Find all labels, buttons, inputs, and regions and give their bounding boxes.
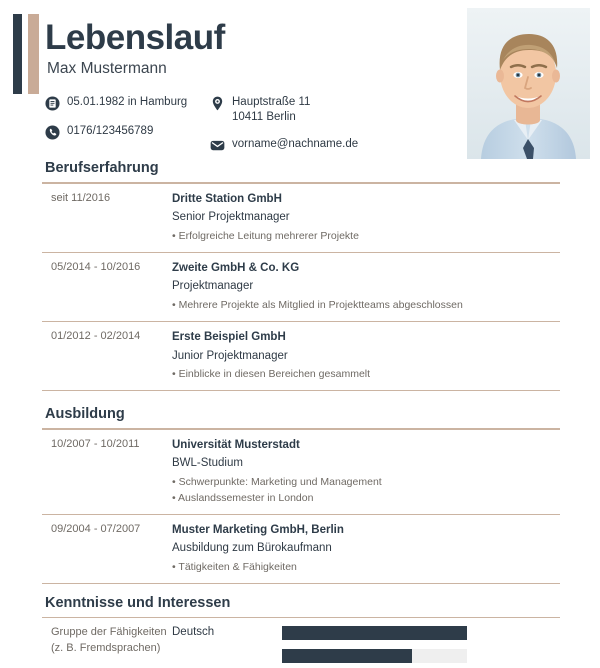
entry-organization: Universität Musterstadt [172,438,300,451]
section-title-education: Ausbildung [45,406,125,423]
entry-organization: Muster Marketing GmbH, Berlin [172,523,344,536]
entry-role: Junior Projektmanager [172,349,288,362]
entry-bullets [172,298,560,314]
entry-role: BWL-Studium [172,457,243,470]
entry-body [172,522,560,576]
entry-bullets [172,560,560,576]
id-card-icon [45,96,60,111]
entry-body [172,437,560,507]
page-title: Lebenslauf [45,18,225,57]
skill-level-bar [282,649,467,663]
table-row [42,322,560,391]
skill-level-fill [282,626,467,640]
address-line-2: 10411 Berlin [232,110,296,123]
skill-level-fill [282,649,412,663]
contact-birth-text: 05.01.1982 in Hamburg [67,96,188,109]
avatar [467,8,590,159]
table-row [42,515,560,584]
skill-row [42,618,560,668]
accent-bar-dark [13,14,22,94]
entry-bullet: • Einblicke in diesen Bereichen gesammelt [172,368,371,381]
candidate-name: Max Mustermann [47,60,167,77]
entry-body [172,329,560,383]
entry-organization: Erste Beispiel GmbH [172,330,286,343]
section-title-skills: Kenntnisse und Interessen [45,594,231,611]
contact-address [210,95,358,124]
entry-organization: Zweite GmbH & Co. KG [172,261,300,274]
section-title-experience: Berufserfahrung [45,160,159,176]
cv-header [0,0,600,160]
entry-bullets [172,475,560,507]
accent-bar-tan [28,14,39,94]
contact-email [210,137,358,153]
entry-bullets [172,229,560,245]
section-spacer [0,584,600,595]
contact-email-text: vorname@nachname.de [232,138,359,151]
entry-date: 09/2004 - 07/2007 [51,522,141,535]
location-pin-icon [210,96,225,111]
skill-group-label: Gruppe der Fähigkeiten (z. B. Fremdsprachen) [51,626,167,654]
skill-name: Deutsch [172,626,215,639]
section-experience [0,160,600,391]
entry-date: 05/2014 - 10/2016 [51,260,141,273]
entry-bullet: • Auslandssemester in London [172,491,314,504]
contact-column-right [210,95,358,153]
phone-icon [45,125,60,140]
section-education [0,406,600,584]
entry-body [172,191,560,245]
entry-role: Ausbildung zum Bürokaufmann [172,542,332,555]
entry-role: Projektmanager [172,280,254,293]
section-spacer [0,391,600,406]
skill-level-bar [282,626,467,640]
contact-column-left [45,95,210,153]
decorative-accent-bars [13,14,39,94]
entry-date: 01/2012 - 02/2014 [51,329,141,342]
contact-phone-text: 0176/123456789 [67,125,154,138]
section-skills [0,595,600,668]
entry-bullet: • Tätigkeiten & Fähigkeiten [172,561,297,574]
entry-bullet: • Schwerpunkte: Marketing und Management [172,476,382,489]
contact-birth [45,95,210,111]
contact-phone [45,124,210,140]
entry-bullet: • Mehrere Projekte als Mitglied in Projektteams abgeschlossen [172,299,463,312]
entry-role: Senior Projektmanager [172,211,290,224]
table-row [42,253,560,322]
envelope-icon [210,138,225,153]
contact-address-text [232,95,310,124]
entry-date: 10/2007 - 10/2011 [51,437,140,450]
table-row [42,430,560,515]
entry-bullet: • Erfolgreiche Leitung mehrerer Projekte [172,229,359,242]
table-row [42,184,560,253]
entry-date: seit 11/2016 [51,191,111,204]
address-line-1: Hauptstraße 11 [232,96,311,109]
entry-bullets [172,367,560,383]
entry-body [172,260,560,314]
entry-organization: Dritte Station GmbH [172,192,282,205]
